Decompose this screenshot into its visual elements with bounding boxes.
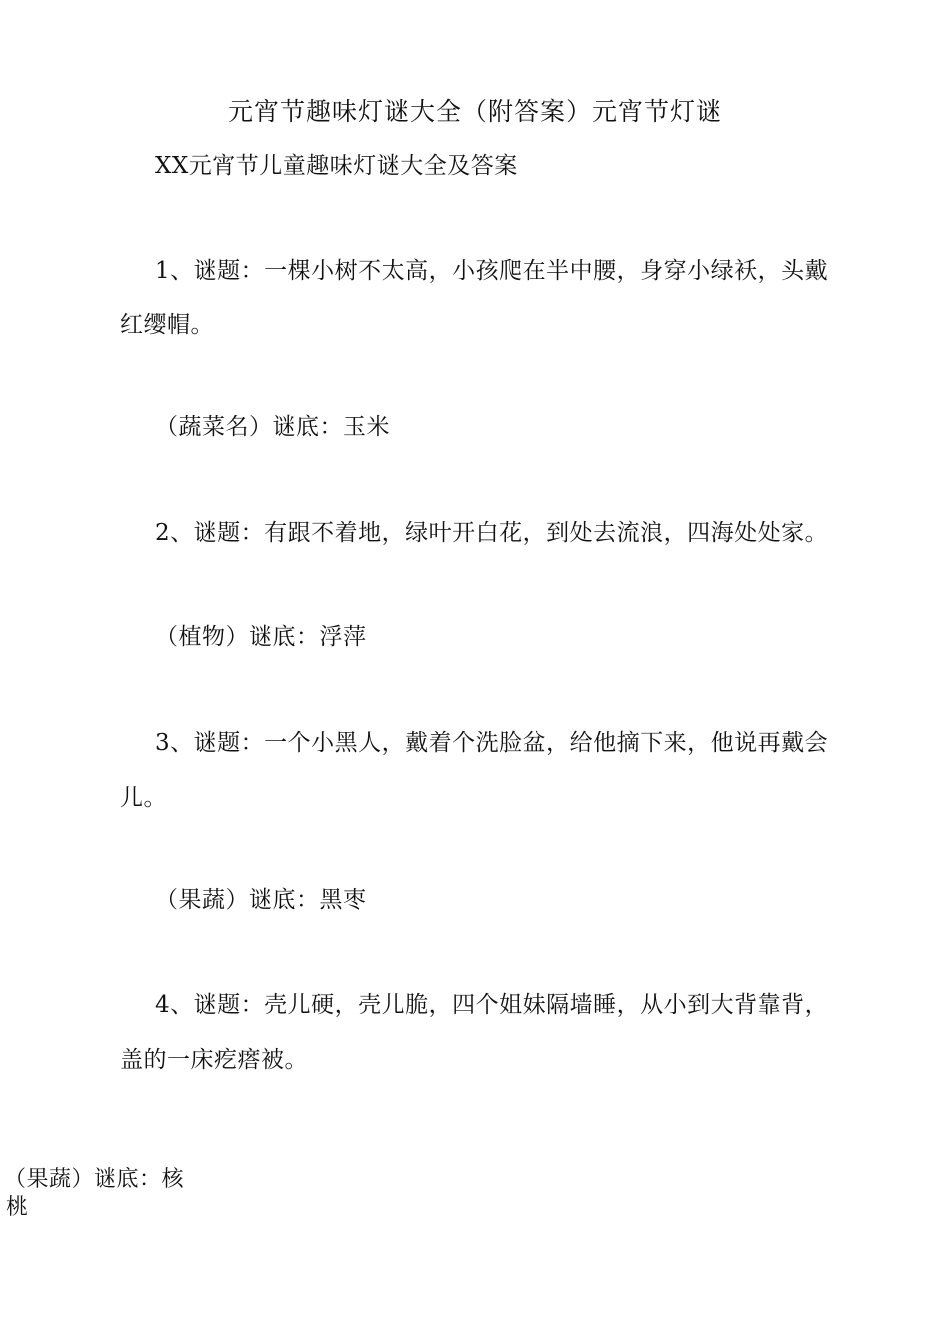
riddle-3-question-line-2: 儿。 (120, 785, 167, 811)
riddle-1-answer: （蔬菜名）谜底：玉米 (155, 414, 390, 440)
riddle-4-answer-line-1: （果蔬）谜底：核 (4, 1167, 185, 1192)
riddle-2-question: 2、谜题：有跟不着地，绿叶开白花，到处去流浪，四海处处家。 (155, 520, 829, 546)
document-subtitle: XX元宵节儿童趣味灯谜大全及答案 (155, 153, 518, 179)
riddle-2-answer: （植物）谜底：浮萍 (155, 624, 367, 650)
riddle-3-question-line-1: 3、谜题：一个小黑人，戴着个洗脸盆，给他摘下来，他说再戴会 (155, 730, 829, 756)
riddle-3-answer: （果蔬）谜底：黑枣 (155, 887, 367, 913)
riddle-1-question-line-2: 红缨帽。 (120, 312, 214, 338)
riddle-4-answer-line-2: 桃 (6, 1195, 29, 1220)
riddle-1-question-line-1: 1、谜题：一棵小树不太高，小孩爬在半中腰，身穿小绿袄，头戴 (155, 258, 829, 284)
riddle-4-question-line-2: 盖的一床疙瘩被。 (120, 1047, 308, 1073)
riddle-4-question-line-1: 4、谜题：壳儿硬，壳儿脆，四个姐妹隔墙睡，从小到大背靠背， (155, 992, 829, 1018)
document-title: 元宵节趣味灯谜大全（附答案）元宵节灯谜 (227, 97, 722, 126)
